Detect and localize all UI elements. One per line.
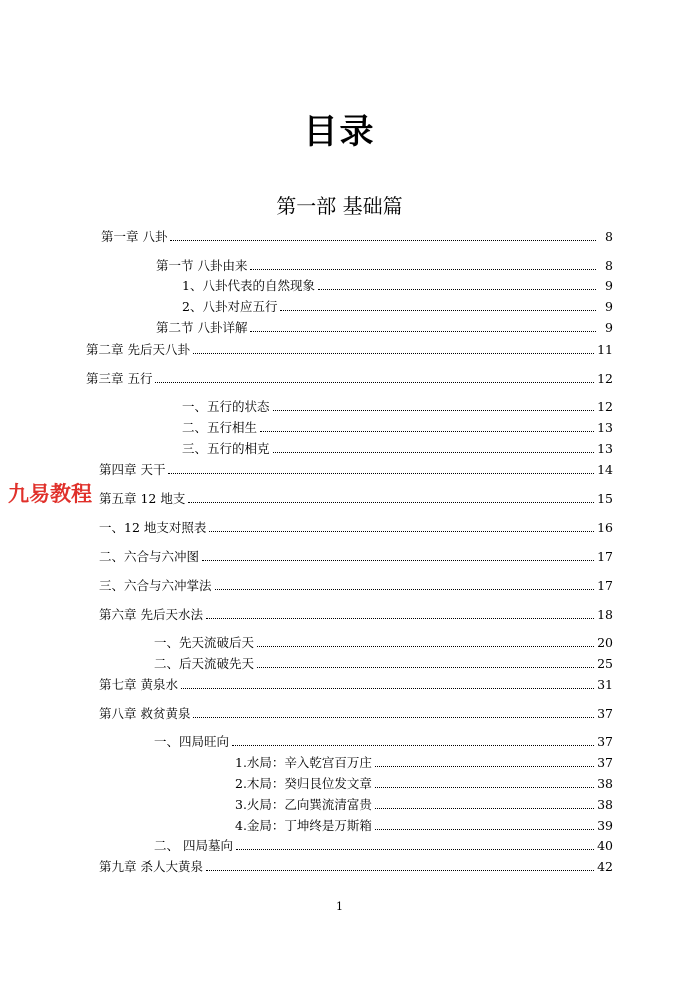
toc-entry-page: 16 [597,520,613,535]
toc-entry[interactable] [182,278,613,293]
toc-entry[interactable] [99,859,613,874]
toc-entry-label: 第四章 天干 [99,462,166,477]
toc-entry[interactable] [99,578,613,593]
page-number: 1 [336,900,343,913]
toc-entry-label: 二、 四局墓向 [154,838,233,853]
toc-leader [318,288,596,290]
toc-entry-page: 14 [597,462,613,477]
toc-entry-page: 39 [597,818,613,833]
toc-entry-label: 4.金局：丁坤终是万斯箱 [235,818,372,833]
toc-entry-label: 第三章 五行 [86,371,153,386]
toc-leader [202,559,594,561]
toc-leader [188,501,594,503]
toc-entry[interactable] [235,755,613,770]
toc-entry-page: 42 [597,859,613,874]
toc-entry-page: 38 [597,797,613,812]
toc-entry[interactable] [99,607,613,622]
toc-leader [273,451,595,453]
toc-entry[interactable] [235,776,613,791]
toc-entry-label: 三、五行的相克 [182,441,270,456]
toc-entry[interactable] [182,399,613,414]
toc-entry-label: 一、五行的状态 [182,399,270,414]
toc-leader [250,268,596,270]
toc-entry-page: 9 [605,278,613,293]
toc-entry-page: 17 [597,549,613,564]
toc-leader [280,309,596,311]
toc-entry-page: 9 [605,320,613,335]
toc-entry-label: 第七章 黄泉水 [99,677,178,692]
toc-entry-label: 二、六合与六冲图 [99,549,200,564]
toc-leader [260,430,594,432]
toc-entry[interactable] [154,734,613,749]
toc-entry[interactable] [154,838,613,853]
toc-entry-page: 25 [597,656,613,671]
toc-entry[interactable] [99,706,613,721]
toc-entry-label: 一、四局旺向 [154,734,230,749]
toc-entry[interactable] [86,371,613,386]
toc-entry-page: 12 [597,371,613,386]
toc-leader [168,472,594,474]
toc-entry-label: 1、八卦代表的自然现象 [182,278,315,293]
toc-leader [209,530,594,532]
toc-leader [257,666,594,668]
toc-entry-page: 9 [605,299,613,314]
toc-leader [193,716,594,718]
toc-entry[interactable] [99,677,613,692]
toc-leader [215,588,595,590]
toc-leader [375,807,594,809]
toc-entry-label: 3.火局：乙向巽流清富贵 [235,797,372,812]
toc-entry-page: 13 [597,441,613,456]
toc-leader [375,786,594,788]
toc-entry-label: 二、五行相生 [182,420,258,435]
toc-entry[interactable] [182,420,613,435]
toc-entry-page: 38 [597,776,613,791]
toc-leader [232,744,594,746]
toc-entry[interactable] [86,342,613,357]
toc-leader [206,617,594,619]
toc-entry-page: 37 [597,706,613,721]
toc-entry[interactable] [156,320,613,335]
toc-entry[interactable] [154,635,613,650]
toc-entry-page: 40 [597,838,613,853]
toc-entry[interactable] [182,441,613,456]
toc-entry-page: 20 [597,635,613,650]
toc-entry-label: 第五章 12 地支 [99,491,186,506]
toc-entry[interactable] [99,491,613,506]
toc-entry-label: 第二节 八卦详解 [156,320,248,335]
toc-entry-page: 17 [597,578,613,593]
toc-entry-label: 第一章 八卦 [101,229,168,244]
toc-entry-page: 8 [605,258,613,273]
toc-entry-label: 二、后天流破先天 [154,656,255,671]
toc-entry[interactable] [99,462,613,477]
toc-entry-label: 第一节 八卦由来 [156,258,248,273]
toc-entry-label: 2、八卦对应五行 [182,299,278,314]
toc-entry-label: 一、12 地支对照表 [99,520,207,535]
toc-entry-label: 1.水局：辛入乾宫百万庄 [235,755,372,770]
toc-entry-label: 一、先天流破后天 [154,635,255,650]
toc-leader [375,828,594,830]
watermark: 九易教程 [6,478,94,508]
toc-entry[interactable] [235,818,613,833]
toc-entry-page: 8 [605,229,613,244]
toc-entry[interactable] [156,258,613,273]
toc-entry[interactable] [99,520,613,535]
toc-entry-label: 第二章 先后天八卦 [86,342,190,357]
toc-entry[interactable] [154,656,613,671]
toc-leader [193,352,594,354]
toc-entry-label: 第六章 先后天水法 [99,607,203,622]
toc-entry-page: 18 [597,607,613,622]
toc-leader [375,765,594,767]
toc-leader [181,687,594,689]
toc-leader [155,381,594,383]
toc-entry-page: 12 [597,399,613,414]
page-title: 目录 [303,112,376,152]
section-heading: 第一部 基础篇 [276,194,403,218]
toc-leader [170,239,596,241]
toc-leader [257,645,594,647]
toc-entry[interactable] [235,797,613,812]
toc-entry-label: 第八章 救贫黄泉 [99,706,191,721]
toc-entry-label: 2.木局：癸归艮位发文章 [235,776,372,791]
toc-leader [236,848,594,850]
toc-entry-label: 第九章 杀人大黄泉 [99,859,203,874]
toc-leader [273,409,595,411]
toc-entry[interactable] [101,229,613,244]
toc-entry-page: 37 [597,755,613,770]
toc-leader [250,330,596,332]
toc-entry-page: 37 [597,734,613,749]
toc-leader [206,869,594,871]
toc-entry-page: 15 [597,491,613,506]
toc-entry-page: 13 [597,420,613,435]
toc-entry[interactable] [99,549,613,564]
toc-entry-page: 11 [597,342,613,357]
toc-entry-label: 三、六合与六冲掌法 [99,578,212,593]
toc-entry[interactable] [182,299,613,314]
toc-entry-page: 31 [597,677,613,692]
